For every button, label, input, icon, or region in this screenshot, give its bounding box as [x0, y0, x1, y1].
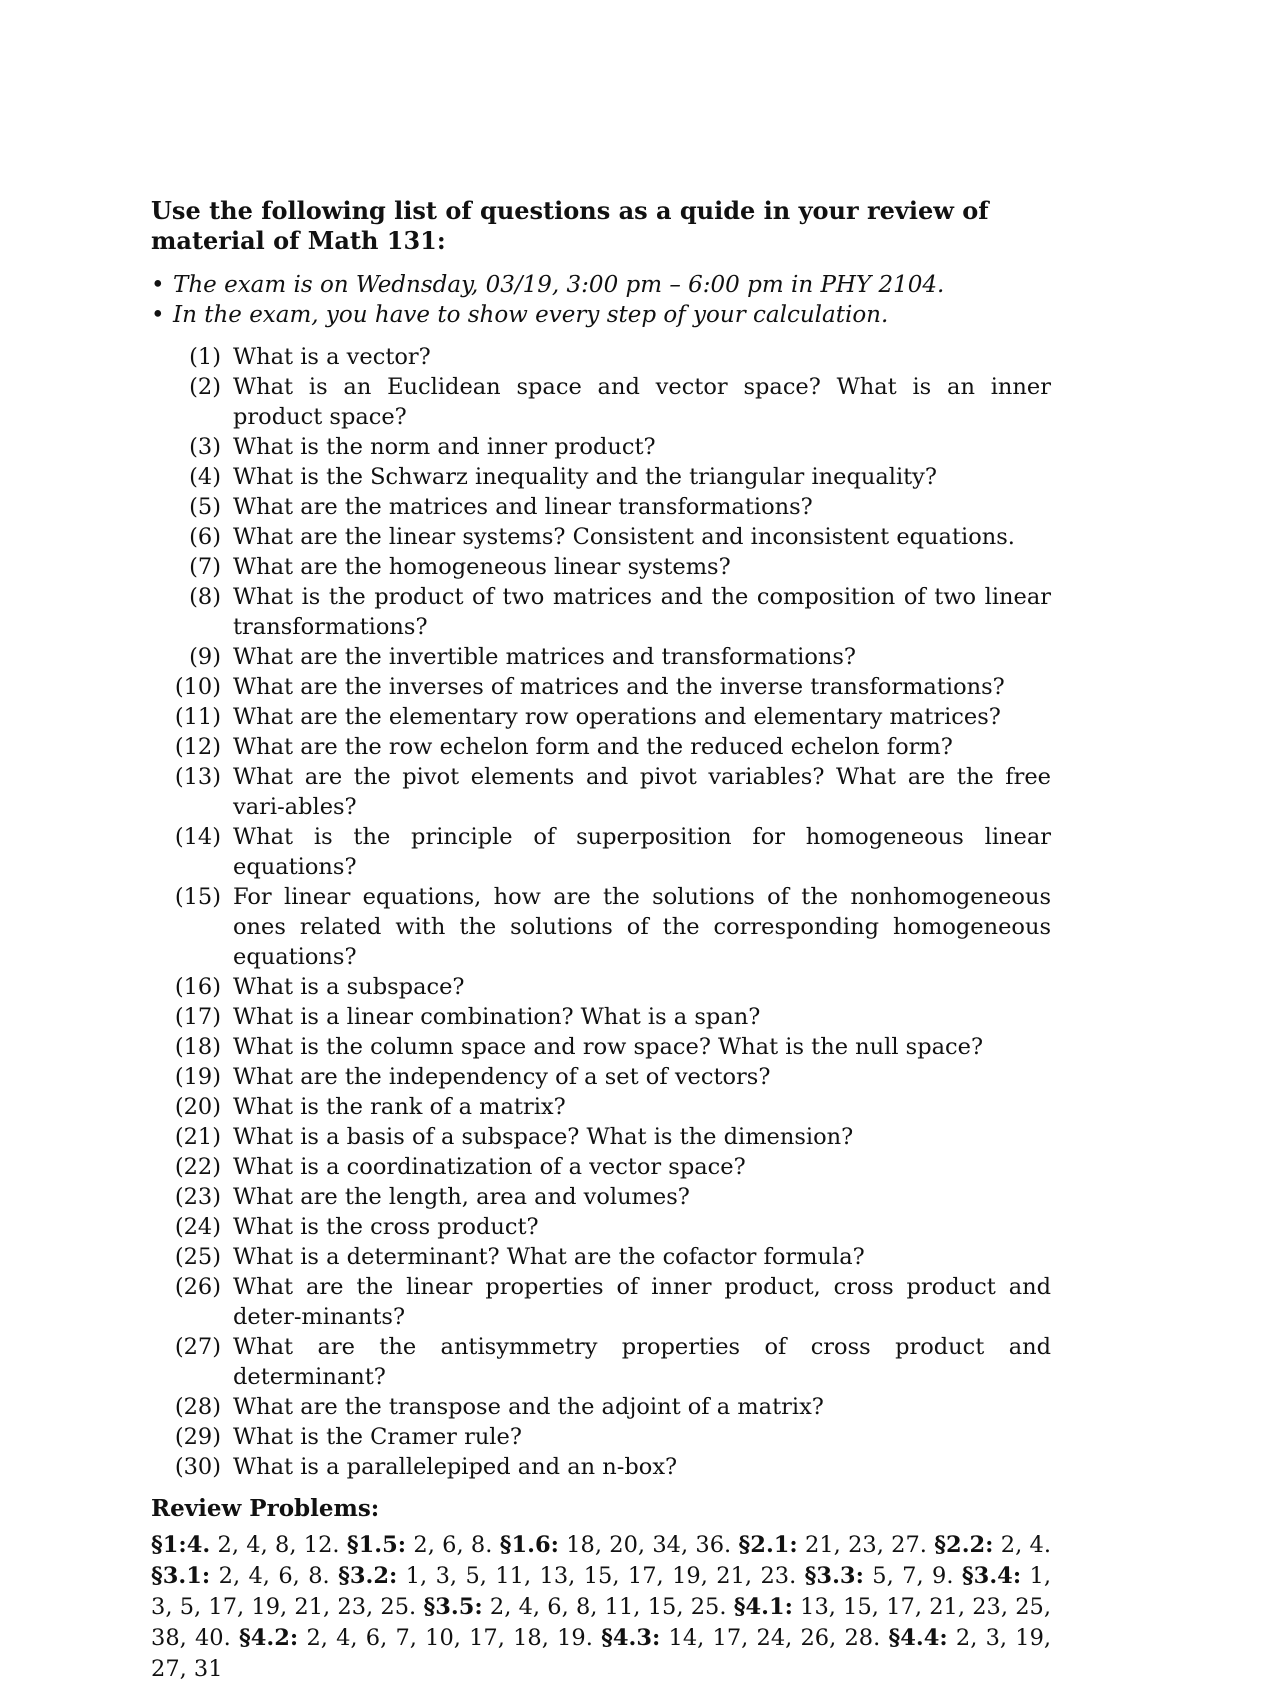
question-item: [151, 762, 1051, 822]
section-label: §2.2:: [934, 1532, 994, 1558]
question-number: (27): [174, 1334, 221, 1360]
review-section: [739, 1532, 927, 1558]
question-item: [151, 1002, 1051, 1032]
section-problems: 2, 6, 8.: [413, 1532, 493, 1558]
review-section: [338, 1563, 796, 1589]
review-section: [239, 1625, 593, 1651]
question-text: What is a vector?: [233, 344, 431, 370]
section-problems: 2, 4.: [1000, 1532, 1052, 1558]
question-number: (21): [174, 1124, 221, 1150]
question-item: [151, 1182, 1051, 1212]
question-number: (18): [174, 1034, 221, 1060]
section-label: §4.2:: [239, 1625, 299, 1651]
review-section: [805, 1563, 954, 1589]
question-item: [151, 342, 1051, 372]
section-problems: 14, 17, 24, 26, 28.: [668, 1625, 881, 1651]
question-text: What are the elementary row operations and elementary matrices?: [233, 704, 1001, 730]
question-text: What are the matrices and linear transformations?: [233, 494, 813, 520]
question-item: [151, 642, 1051, 672]
section-problems: 2, 4, 6, 8.: [218, 1563, 330, 1589]
question-text: What are the pivot elements and pivot variables? What are the free vari-ables?: [233, 764, 1051, 820]
question-number: (22): [174, 1154, 221, 1180]
question-number: (8): [189, 584, 221, 610]
question-item: [151, 1332, 1051, 1392]
question-item: [151, 972, 1051, 1002]
review-section: [934, 1532, 1051, 1558]
question-list: [151, 342, 1051, 1482]
question-number: (1): [189, 344, 221, 370]
section-problems: 1, 3, 5, 11, 13, 15, 17, 19, 21, 23.: [405, 1563, 797, 1589]
question-text: What is the Schwarz inequality and the triangular inequality?: [233, 464, 937, 490]
question-item: [151, 1152, 1051, 1182]
section-problems: 18, 20, 34, 36.: [566, 1532, 732, 1558]
question-number: (9): [189, 644, 221, 670]
question-item: [151, 552, 1051, 582]
review-section: [151, 1563, 330, 1589]
question-number: (12): [174, 734, 221, 760]
question-item: [151, 1272, 1051, 1332]
question-text: What is an Euclidean space and vector space? What is an inner product space?: [233, 374, 1051, 430]
question-text: What are the independency of a set of vectors?: [233, 1064, 771, 1090]
section-label: §1:4.: [151, 1532, 211, 1558]
question-item: [151, 522, 1051, 552]
question-item: [151, 1092, 1051, 1122]
question-item: [151, 1242, 1051, 1272]
question-number: (7): [189, 554, 221, 580]
question-number: (25): [174, 1244, 221, 1270]
question-number: (24): [174, 1214, 221, 1240]
intro-heading: Use the following list of questions as a quide in your review of material of Math 131:: [151, 196, 989, 255]
question-text: What is a determinant? What are the cofactor formula?: [233, 1244, 865, 1270]
section-problems: 5, 7, 9.: [872, 1563, 954, 1589]
section-label: §4.1:: [733, 1594, 793, 1620]
question-number: (3): [189, 434, 221, 460]
review-section: [500, 1532, 732, 1558]
question-number: (17): [174, 1004, 221, 1030]
section-label: §4.4:: [888, 1625, 948, 1651]
exam-notes: [151, 270, 1051, 330]
section-problems: 2, 4, 8, 12.: [217, 1532, 340, 1558]
section-problems: 2, 4, 6, 8, 11, 15, 25.: [489, 1594, 727, 1620]
question-number: (13): [174, 764, 221, 790]
question-text: What are the length, area and volumes?: [233, 1184, 690, 1210]
question-number: (15): [174, 884, 221, 910]
question-item: [151, 1392, 1051, 1422]
question-item: [151, 672, 1051, 702]
question-item: [151, 822, 1051, 882]
question-number: (10): [174, 674, 221, 700]
question-number: (5): [189, 494, 221, 520]
question-text: What is the Cramer rule?: [233, 1424, 522, 1450]
question-text: What is the norm and inner product?: [233, 434, 656, 460]
section-label: §3.2:: [338, 1563, 398, 1589]
section-problems: 21, 23, 27.: [805, 1532, 927, 1558]
question-text: What are the inverses of matrices and the inverse transformations?: [233, 674, 1005, 700]
question-text: What is the column space and row space? What is the null space?: [233, 1034, 984, 1060]
section-label: §3.1:: [151, 1563, 211, 1589]
review-section: [423, 1594, 726, 1620]
question-text: What are the invertible matrices and transformations?: [233, 644, 856, 670]
review-problems-list: [151, 1530, 1051, 1685]
question-number: (20): [174, 1094, 221, 1120]
question-item: [151, 702, 1051, 732]
section-problems: 2, 3, 19, 27, 31: [151, 1625, 1052, 1682]
question-text: What are the transpose and the adjoint of a matrix?: [233, 1394, 824, 1420]
question-number: (19): [174, 1064, 221, 1090]
question-item: [151, 462, 1051, 492]
question-item: [151, 432, 1051, 462]
question-item: [151, 732, 1051, 762]
question-item: [151, 1062, 1051, 1092]
question-text: What is a parallelepiped and an n-box?: [233, 1454, 678, 1480]
question-text: For linear equations, how are the solutions of the nonhomogeneous ones related with the solutions of the corresponding homogeneous equations?: [233, 884, 1051, 970]
section-label: §3.3:: [804, 1563, 864, 1589]
question-item: [151, 882, 1051, 972]
question-item: [151, 1422, 1051, 1452]
section-label: §1.6:: [499, 1532, 559, 1558]
question-number: (23): [174, 1184, 221, 1210]
question-text: What is a basis of a subspace? What is the dimension?: [233, 1124, 854, 1150]
question-item: [151, 1122, 1051, 1152]
question-text: What is a linear combination? What is a span?: [233, 1004, 761, 1030]
section-label: §3.5:: [423, 1594, 483, 1620]
section-label: §3.4:: [961, 1563, 1022, 1589]
question-item: [151, 582, 1051, 642]
question-number: (30): [174, 1454, 221, 1480]
question-text: What is a coordinatization of a vector space?: [233, 1154, 746, 1180]
section-label: §1.5:: [346, 1532, 407, 1558]
question-number: (6): [189, 524, 221, 550]
question-text: What are the linear properties of inner product, cross product and deter-minants?: [233, 1274, 1051, 1330]
question-text: What are the row echelon form and the reduced echelon form?: [233, 734, 953, 760]
section-problems: 13, 15, 17, 21, 23, 25, 38, 40.: [151, 1594, 1051, 1651]
question-item: [151, 492, 1051, 522]
question-item: [151, 372, 1051, 432]
question-text: What is a subspace?: [233, 974, 465, 1000]
question-number: (11): [174, 704, 221, 730]
section-label: §4.3:: [601, 1625, 661, 1651]
question-text: What is the rank of a matrix?: [233, 1094, 566, 1120]
question-text: What is the principle of superposition for homogeneous linear equations?: [233, 824, 1051, 880]
question-text: What is the cross product?: [233, 1214, 539, 1240]
section-label: §2.1:: [738, 1532, 798, 1558]
question-number: (14): [174, 824, 221, 850]
review-section: [151, 1532, 340, 1558]
question-number: (28): [174, 1394, 221, 1420]
review-sheet: [151, 196, 1051, 1685]
question-number: (4): [189, 464, 221, 490]
review-section: [347, 1532, 493, 1558]
question-number: (16): [174, 974, 221, 1000]
review-section: [601, 1625, 880, 1651]
question-text: What are the homogeneous linear systems?: [233, 554, 731, 580]
question-number: (29): [174, 1424, 221, 1450]
exam-note: • The exam is on Wednsday, 03/19, 3:00 pm – 6:00 pm in PHY 2104.: [151, 270, 1051, 300]
exam-note: • In the exam, you have to show every step of your calculation.: [151, 300, 1051, 330]
question-item: [151, 1032, 1051, 1062]
question-item: [151, 1212, 1051, 1242]
section-problems: 1, 3, 5, 17, 19, 21, 23, 25.: [151, 1563, 1051, 1620]
section-problems: 2, 4, 6, 7, 10, 17, 18, 19.: [306, 1625, 593, 1651]
question-text: What are the linear systems? Consistent and inconsistent equations.: [233, 524, 1015, 550]
question-number: (2): [189, 374, 221, 400]
question-number: (26): [174, 1274, 221, 1300]
question-text: What is the product of two matrices and the composition of two linear transformations?: [233, 584, 1051, 640]
question-text: What are the antisymmetry properties of cross product and determinant?: [233, 1334, 1051, 1390]
review-problems-heading: Review Problems:: [151, 1495, 380, 1522]
question-item: [151, 1452, 1051, 1482]
